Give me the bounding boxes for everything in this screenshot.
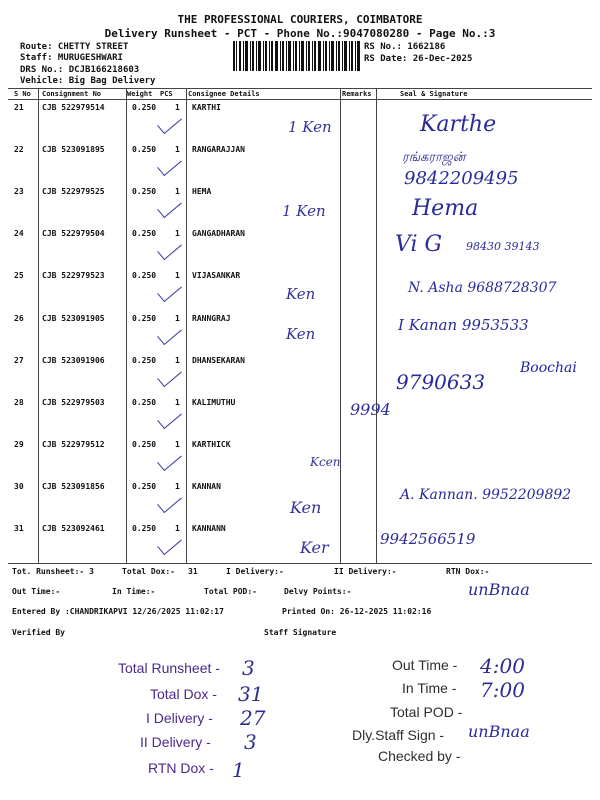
row-weight: 0.250 [132, 271, 157, 281]
i-delivery-label: I Delivery:- [226, 567, 284, 576]
signature-r22-name: ரங்கராஜன் [402, 150, 466, 165]
stamp-total-dox: Total Dox - [150, 686, 217, 702]
in-time-label: In Time:- [112, 587, 156, 596]
row-consignment: CJB 522979523 [42, 271, 105, 281]
row-sno: 27 [14, 355, 24, 365]
col-remarks: Remarks [342, 90, 372, 98]
row-pcs: 1 [175, 524, 180, 533]
stamp-ii-delivery: II Delivery - [140, 734, 211, 750]
handwritten-initial: 1 Ken [288, 118, 332, 136]
stamp-i-delivery: I Delivery - [146, 710, 213, 726]
row-consignee: HEMA [192, 187, 212, 197]
row-sno: 28 [14, 397, 24, 407]
handwritten-initial: Ken [286, 325, 316, 343]
row-sno: 22 [14, 145, 24, 155]
tot-runsheet: Tot. Runsheet:- 3 [12, 567, 94, 576]
row-consignment: CJB 523091905 [42, 313, 105, 323]
stamp-checked-by: Checked by - [378, 748, 461, 764]
check-mark-icon [157, 111, 182, 134]
row-weight: 0.250 [132, 145, 157, 155]
signature-r21: Karthe [420, 112, 497, 137]
signature-r31: 9942566519 [380, 530, 476, 548]
check-mark-icon [157, 406, 182, 429]
out-time-label: Out Time:- [12, 587, 61, 596]
col-consignment: Consignment No [42, 90, 102, 98]
col-pcs: PCS [160, 90, 173, 98]
staff-signature-mark: unBnaa [468, 580, 530, 599]
hw-i-delivery: 27 [240, 706, 266, 730]
row-consignment: CJB 522979525 [42, 187, 105, 197]
handwritten-initial: Ker [300, 538, 329, 557]
row-sno: 24 [14, 229, 24, 239]
row-pcs: 1 [175, 439, 180, 449]
printed-on: Printed On: 26-12-2025 11:02:16 [282, 607, 432, 616]
handwritten-initial: Kcen [310, 455, 341, 469]
signature-r24-mark: Vi G [395, 232, 443, 257]
row-consignment: CJB 522979504 [42, 229, 105, 239]
verified-by: Verified By [12, 628, 65, 637]
hw-in-time: 7:00 [480, 678, 525, 702]
vehicle-label: Vehicle: Big Bag Delivery [20, 76, 156, 86]
handwritten-initial: Ken [286, 285, 316, 303]
stamp-rtn-dox: RTN Dox - [148, 760, 214, 776]
check-mark-icon [157, 532, 182, 555]
stamp-staff-signature: unBnaa [468, 722, 530, 741]
row-pcs: 1 [175, 313, 180, 323]
stamp-total-pod: Total POD - [390, 704, 463, 720]
row-weight: 0.250 [132, 481, 157, 491]
total-pod-label: Total POD:- [204, 587, 257, 596]
row-sno: 21 [14, 103, 24, 112]
row-pcs: 1 [175, 355, 180, 365]
runsheet-title: Delivery Runsheet - PCT - Phone No.:9047080280 - Page No.:3 [104, 27, 496, 40]
row-sno: 29 [14, 439, 24, 449]
barcode [233, 41, 361, 71]
hw-rtn-dox: 1 [232, 758, 245, 782]
check-mark-icon [157, 490, 182, 513]
check-mark-icon [157, 363, 182, 386]
row-weight: 0.250 [132, 397, 157, 407]
row-pcs: 1 [175, 145, 180, 155]
table-row [8, 356, 592, 398]
row-sno: 30 [14, 481, 24, 491]
signature-r28: 9994 [350, 400, 391, 419]
hw-out-time: 4:00 [480, 654, 525, 678]
check-mark-icon [157, 195, 182, 218]
check-mark-icon [157, 153, 182, 176]
drs-number: DRS No.: DCJB166218603 [20, 65, 140, 75]
signature-r24: 98430 39143 [466, 240, 540, 253]
col-weight: Weight [127, 90, 153, 98]
row-consignee: RANNGRAJ [192, 313, 231, 323]
row-consignee: KALIMUTHU [192, 397, 236, 407]
row-consignee: KARTHI [192, 103, 221, 112]
handwritten-initial: 1 Ken [282, 202, 326, 220]
row-weight: 0.250 [132, 229, 157, 239]
hw-ii-delivery: 3 [244, 730, 257, 754]
table-top-rule [8, 88, 592, 89]
row-sno: 26 [14, 313, 24, 323]
col-seal: Seal & Signature [400, 90, 468, 98]
table-row [8, 398, 592, 440]
col-sno: S No [14, 90, 31, 98]
row-weight: 0.250 [132, 524, 157, 533]
ii-delivery-label: II Delivery:- [334, 567, 397, 576]
route-label: Route: CHETTY STREET [20, 42, 129, 52]
check-mark-icon [157, 448, 182, 471]
table-row [8, 440, 592, 482]
row-consignment: CJB 522979512 [42, 439, 105, 449]
company-name: THE PROFESSIONAL COURIERS, COIMBATORE [177, 13, 423, 26]
table-header-rule [8, 99, 592, 100]
check-mark-icon [157, 237, 182, 260]
rs-number: RS No.: 1662186 [364, 42, 446, 52]
signature-r23: Hema [412, 196, 479, 221]
row-consignee: RANGARAJJAN [192, 145, 245, 155]
staff-label: Staff: MURUGESHWARI [20, 53, 123, 63]
stamp-in-time: In Time - [402, 680, 457, 696]
hw-total-runsheet: 3 [242, 656, 255, 680]
row-sno: 25 [14, 271, 24, 281]
stamp-total-runsheet: Total Runsheet - [118, 660, 220, 676]
row-consignee: DHANSEKARAN [192, 355, 245, 365]
row-consignee: KANNANN [192, 524, 226, 533]
signature-r22: 9842209495 [404, 168, 519, 189]
row-consignment: CJB 522979503 [42, 397, 105, 407]
row-consignment: CJB 523092461 [42, 524, 105, 533]
row-consignment: CJB 523091856 [42, 481, 105, 491]
row-weight: 0.250 [132, 187, 157, 197]
entered-by: Entered By :CHANDRIKAPVI 12/26/2025 11:02:17 [12, 607, 224, 616]
check-mark-icon [157, 321, 182, 344]
row-consignment: CJB 523091906 [42, 355, 105, 365]
stamp-out-time: Out Time - [392, 657, 458, 673]
rtn-dox-label: RTN Dox:- [446, 567, 490, 576]
row-sno: 23 [14, 187, 24, 197]
handwritten-note: Boochai [520, 360, 577, 376]
row-consignment: CJB 522979514 [42, 103, 105, 112]
staff-signature-label: Staff Signature [264, 628, 337, 637]
row-consignee: GANGADHARAN [192, 229, 245, 239]
row-weight: 0.250 [132, 313, 157, 323]
total-dox-value: 31 [188, 567, 198, 576]
handwritten-initial: Ken [290, 498, 322, 517]
delvy-points-label: Delvy Points:- [284, 587, 352, 596]
stamp-dly-staff-sign: Dly.Staff Sign - [352, 727, 445, 743]
row-consignment: CJB 523091895 [42, 145, 105, 155]
row-weight: 0.250 [132, 103, 157, 112]
row-pcs: 1 [175, 187, 180, 197]
total-dox-label: Total Dox:- [122, 567, 175, 576]
signature-r25: N. Asha 9688728307 [408, 280, 557, 296]
signature-r27: 9790633 [396, 370, 486, 394]
col-consignee: Consignee Details [188, 90, 260, 98]
signature-r26: I Kanan 9953533 [398, 316, 529, 334]
row-weight: 0.250 [132, 355, 157, 365]
hw-total-dox: 31 [238, 682, 264, 706]
signature-r30: A. Kannan. 9952209892 [400, 487, 572, 503]
rs-date: RS Date: 26-Dec-2025 [364, 54, 473, 64]
row-pcs: 1 [175, 481, 180, 491]
row-pcs: 1 [175, 271, 180, 281]
check-mark-icon [157, 279, 182, 302]
row-pcs: 1 [175, 229, 180, 239]
row-pcs: 1 [175, 103, 180, 112]
row-weight: 0.250 [132, 439, 157, 449]
row-consignee: VIJASANKAR [192, 271, 241, 281]
row-pcs: 1 [175, 397, 180, 407]
row-consignee: KANNAN [192, 481, 221, 491]
row-sno: 31 [14, 524, 24, 533]
row-consignee: KARTHICK [192, 439, 231, 449]
